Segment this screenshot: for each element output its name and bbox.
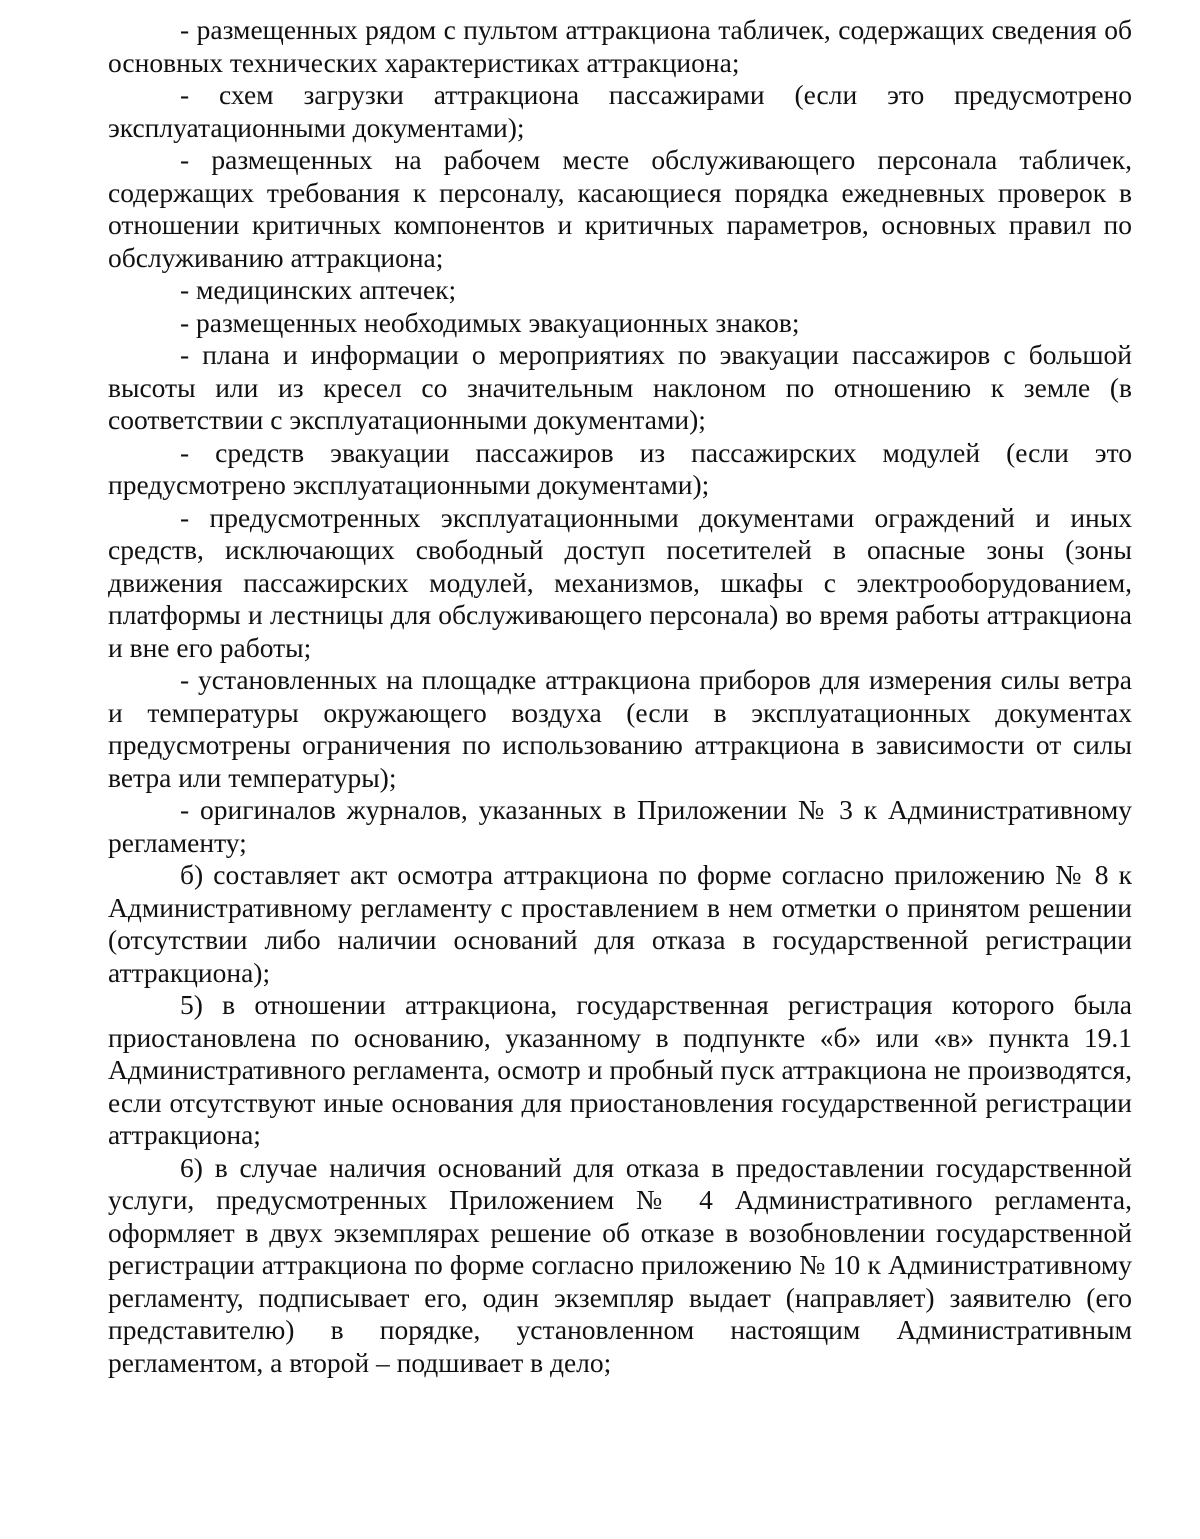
paragraph-tablets-controls: - размещенных рядом с пультом аттракциона табличек, содержащих сведения об основных технических характеристиках аттракциона; bbox=[108, 14, 1132, 78]
paragraph-item-5: 5) в отношении аттракциона, государственная регистрация которого была приостановлена по основанию, указанному в подпункте «б» или «в» пункта 19.1 Административного регламента, осмотр и пробный пуск аттракциона не производятся, если отсутствуют иные основания для приостановления государственной регистрации аттракциона; bbox=[108, 989, 1132, 1150]
paragraph-journals: - оригиналов журналов, указанных в Приложении № 3 к Административному регламенту; bbox=[108, 794, 1132, 858]
paragraph-staff-tablets: - размещенных на рабочем месте обслуживающего персонала табличек, содержащих требования к персоналу, касающиеся порядка ежедневных проверок в отношении критичных компонентов и критичных параметров, основных правил по обслуживанию аттракциона; bbox=[108, 144, 1132, 273]
document-body bbox=[108, 14, 1132, 1379]
paragraph-first-aid-kits: - медицинских аптечек; bbox=[180, 274, 457, 305]
paragraph-fencing: - предусмотренных эксплуатационными документами ограждений и иных средств, исключающих свободный доступ посетителей в опасные зоны (зоны движения пассажирских модулей, механизмов, шкафы с электрооборудованием, платформы и лестницы для обслуживающего персонала) во время работы аттракциона и вне его работы; bbox=[108, 501, 1132, 663]
paragraph-loading-schemes: - схем загрузки аттракциона пассажирами (если это предусмотрено эксплуатационными документами); bbox=[108, 79, 1132, 143]
paragraph-item-6: 6) в случае наличия оснований для отказа в предоставлении государственной услуги, предусмотренных Приложением № 4 Административного регламента, оформляет в двух экземплярах решение об отказе в возобновлении государственной регистрации аттракциона по форме согласно приложению № 10 к Административному регламенту, подписывает его, один экземпляр выдает (направляет) заявителю (его представителю) в порядке, установленном настоящим Административным регламентом, а второй – подшивает в дело; bbox=[108, 1151, 1132, 1378]
paragraph-evacuation-means: - средств эвакуации пассажиров из пассажирских модулей (если это предусмотрено эксплуатационными документами); bbox=[108, 436, 1132, 500]
paragraph-inspection-act: б) составляет акт осмотра аттракциона по форме согласно приложению № 8 к Административному регламенту с проставлением в нем отметки о принятом решении (отсутствии либо наличии оснований для отказа в государственной регистрации аттракциона); bbox=[108, 859, 1132, 988]
paragraph-evacuation-plan: - плана и информации о мероприятиях по эвакуации пассажиров с большой высоты или из кресел со значительным наклоном по отношению к земле (в соответствии с эксплуатационными документами); bbox=[108, 339, 1132, 435]
paragraph-wind-temperature-devices: - установленных на площадке аттракциона приборов для измерения силы ветра и температуры окружающего воздуха (если в эксплуатационных документах предусмотрены ограничения по использованию аттракциона в зависимости от силы ветра или температуры); bbox=[108, 664, 1132, 793]
paragraph-evacuation-signs: - размещенных необходимых эвакуационных знаков; bbox=[180, 306, 800, 338]
